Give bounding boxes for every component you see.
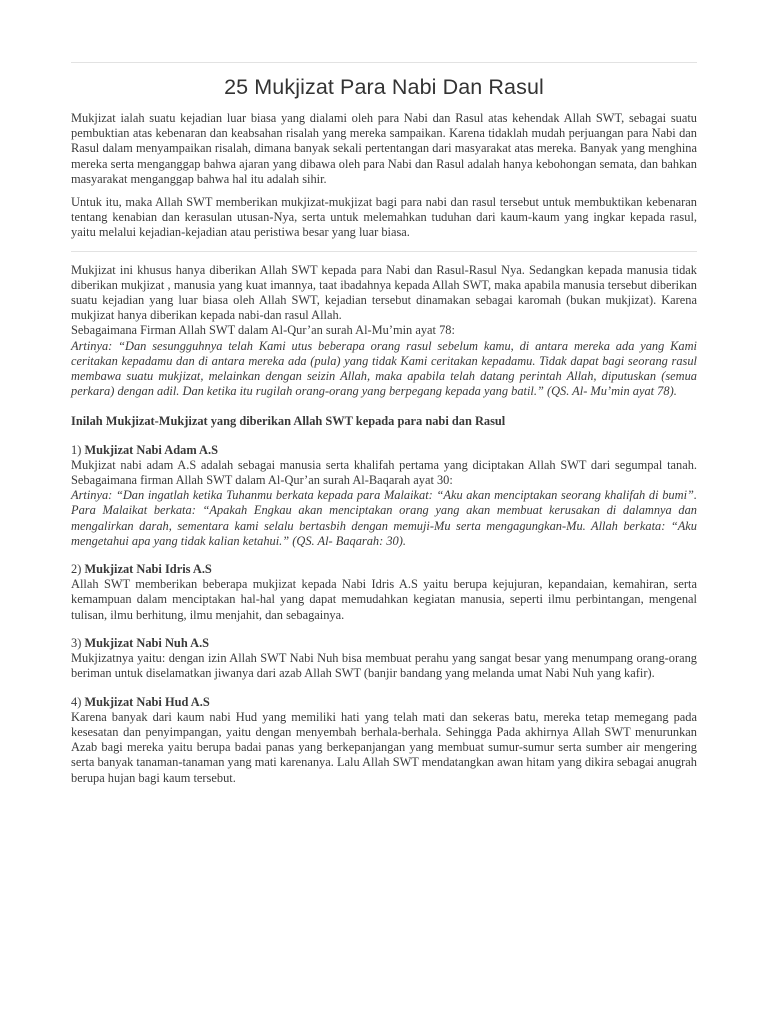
item-heading-hud <box>71 695 697 710</box>
item-number: 4) <box>71 694 82 709</box>
item-text-hud: Karena banyak dari kaum nabi Hud yang memiliki hati yang telah mati dan sekeras batu, mereka tetap memegang pada kesesatan dan penyimpangan, yaitu dengan menyembah berhala-berhala. Sehingga Pada akhirnya Allah SWT menurunkan Azab bagi mereka yaitu berupa badai panas yang berkepanjangan yang membuat sumur-sumur serta sumber air mengering serta banyak tanaman-tanaman yang mati karenanya. Lalu Allah SWT mendatangkan awan hitam yang dikira sebagai anugrah berupa hujan bagi kaum tersebut. <box>71 709 697 785</box>
page-title: 25 Mukjizat Para Nabi Dan Rasul <box>224 75 544 99</box>
item-number: 2) <box>71 562 82 577</box>
item-title: Mukjizat Nabi Hud A.S <box>84 694 210 709</box>
top-divider <box>71 62 697 63</box>
item-title: Mukjizat Nabi Nuh A.S <box>84 635 210 650</box>
item-text-nuh: Mukjizatnya yaitu: dengan izin Allah SWT Nabi Nuh bisa membuat perahu yang sangat besar yang menumpang orang-orang beriman untuk diselamatkan jiwanya dari azab Allah SWT (banjir bandang yang melanda umat Nabi Nuh yang kafir). <box>71 651 697 681</box>
item-number: 3) <box>71 635 82 650</box>
section-divider <box>71 251 697 252</box>
item-text-idris: Allah SWT memberikan beberapa mukjizat kepada Nabi Idris A.S yaitu berupa kejujuran, kepandaian, kemahiran, serta kemampuan dalam menciptakan hal-hal yang dapat memudahkan kegiatan manusia, seperti ilmu perbintangan, mengenal tulisan, ilmu berhitung, ilmu menjahit, dan sebagainya. <box>71 577 697 622</box>
intro-paragraph-1: Mukjizat ialah suatu kejadian luar biasa yang dialami oleh para Nabi dan Rasul atas kehendak Allah SWT, sebagai suatu pembuktian atas kebenaran dan keabsahan risalah yang mereka sampaikan. Karena tidaklah mudah perjuangan para Nabi dan Rasul dalam menyampaikan risalah, dimana banyak sekali pertentangan dari masyarakat atas mereka. Banyak yang menghina mereka serta menganggap bahwa ajaran yang dibawa oleh para Nabi dan Rasul adalah hanya kebohongan semata, dan bahkan masyarakat menganggap bahwa hal itu adalah sihir. <box>71 111 697 186</box>
item-title: Mukjizat Nabi Idris A.S <box>84 562 212 577</box>
item-quote-adam: Artinya: “Dan ingatlah ketika Tuhanmu berkata kepada para Malaikat: “Aku akan menciptakan seorang khalifah di bumi”. Para Malaikat berkata: “Apakah Engkau akan menciptakan orang yang akan membuat kerusakan di dalamnya dan mengalirkan darah, sementara kami selalu bertasbih dengan memuji-Mu serta mengagungkan-Mu. Allah berkata: “Aku mengetahui apa yang tidak kalian ketahui.” (QS. Al- Baqarah: 30). <box>71 488 697 548</box>
document-page <box>71 0 697 786</box>
item-heading-adam <box>71 443 697 458</box>
firman-quote: Artinya: “Dan sesungguhnya telah Kami utus beberapa orang rasul sebelum kamu, di antara mereka ada yang Kami ceritakan kepadamu dan di antara mereka ada (pula) yang tidak Kami ceritakan kepadamu. Tidak dapat bagi seorang rasul membawa suatu mukjizat, melainkan dengan seizin Allah, maka apabila telah datang perintah Allah, diputuskan (semua perkara) dengan adil. Dan ketika itu rugilah orang-orang yang berpegang kepada yang batil.” (QS. Al- Mu’min ayat 78). <box>71 338 697 399</box>
firman-line: Sebagaimana Firman Allah SWT dalam Al-Qur’an surah Al-Mu’min ayat 78: <box>71 323 455 338</box>
list-heading: Inilah Mukjizat-Mukjizat yang diberikan Allah SWT kepada para nabi dan Rasul <box>71 414 506 429</box>
item-title: Mukjizat Nabi Adam A.S <box>84 442 218 457</box>
item-number: 1) <box>71 442 82 457</box>
item-heading-nuh <box>71 636 697 651</box>
item-heading-idris <box>71 562 697 577</box>
item-text-adam: Mukjizat nabi adam A.S adalah sebagai manusia serta khalifah pertama yang diciptakan Allah SWT dari segumpal tanah. Sebagaimana firman Allah SWT dalam Al-Qur’an surah Al-Baqarah ayat 30: <box>71 457 697 488</box>
section-paragraph: Mukjizat ini khusus hanya diberikan Allah SWT kepada para Nabi dan Rasul-Rasul Nya. Sedangkan kepada manusia tidak diberikan mukjizat , manusia yang kuat imannya, taat ibadahnya kepada Allah SWT, maka apabila manusia tersebut diberikan suatu kejadian yang luar biasa oleh Allah SWT, kejadian tersebut dinamakan sebagai karomah (bukan mukjizat). Karena mukjizat hanya diberikan kepada nabi-dan rasul Allah. <box>71 262 697 323</box>
intro-paragraph-2: Untuk itu, maka Allah SWT memberikan mukjizat-mukjizat bagi para nabi dan rasul tersebut untuk membuktikan kebenaran tentang kenabian dan kerasulan utusan-Nya, serta untuk melemahkan tuduhan dari kaum-kaum yang ingkar kepada rasul, yaitu melalui kejadian-kejadian atau peristiwa besar yang luar biasa. <box>71 195 697 240</box>
